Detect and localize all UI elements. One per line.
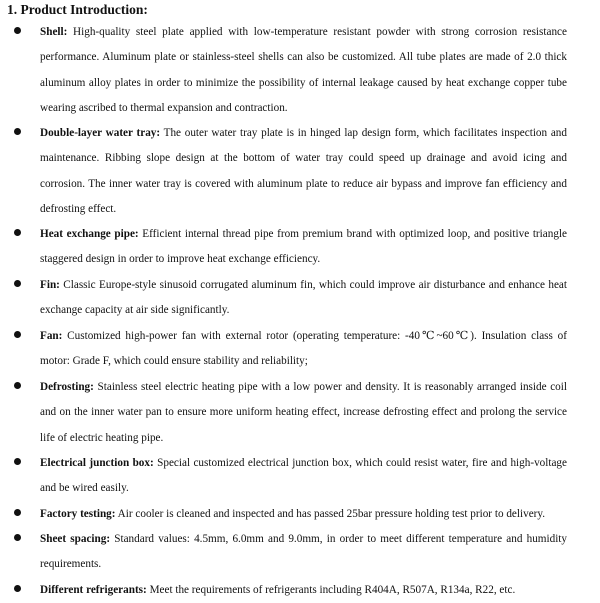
item-text: High-quality steel plate applied with low-temperature resistant powder with strong corrosion resistance performance. Aluminum plate or stainless-steel shells can also be customized. All tube plates are made of 2.0 thick aluminum alloy plates in order to minimize the possibility of internal leakage caused by heat exchange copper tube wearing ascribed to thermal expansion and contraction.	[40, 26, 567, 115]
item-label: Double-layer water tray:	[40, 127, 161, 139]
bullet-icon	[14, 534, 21, 541]
item-label: Electrical junction box:	[40, 457, 154, 469]
item-paragraph	[40, 451, 567, 502]
item-label: Heat exchange pipe:	[40, 228, 139, 240]
item-text: The outer water tray plate is in hinged lap design form, which facilitates inspection and maintenance. Ribbing slope design at the bottom of water tray could speed up drainage and avoid icing and corrosion. The inner water tray is covered with aluminum plate to reduce air bypass and improve fan efficiency and defrosting effect.	[40, 127, 567, 216]
item-text: Stainless steel electric heating pipe with a low power and density. It is reasonably arranged inside coil and on the inner water pan to ensure more uniform heating effect, increase defrosting effect and prolong the service life of electric heating pipe.	[40, 381, 567, 444]
bullet-icon	[14, 280, 21, 287]
item-label: Factory testing:	[40, 508, 116, 520]
item-text: Efficient internal thread pipe from premium brand with optimized loop, and positive triangle staggered design in order to improve heat exchange efficiency.	[40, 228, 567, 266]
item-text: Air cooler is cleaned and inspected and has passed 25bar pressure holding test prior to delivery.	[115, 508, 546, 520]
item-text: Special customized electrical junction box, which could resist water, fire and high-voltage and be wired easily.	[40, 457, 567, 495]
item-text: Classic Europe-style sinusoid corrugated aluminum fin, which could improve air disturbance and enhance heat exchange capacity at air side significantly.	[40, 279, 567, 317]
item-label: Fin:	[40, 279, 60, 291]
item-text: Standard values: 4.5mm, 6.0mm and 9.0mm, in order to meet different temperature and humidity requirements.	[40, 533, 568, 571]
item-text: Customized high-power fan with external rotor (operating temperature: -40℃~60℃). Insulation class of motor: Grade F, which could ensure stability and reliability;	[40, 330, 567, 368]
bullet-icon	[14, 331, 21, 338]
item-label: Defrosting:	[40, 381, 94, 393]
item-paragraph	[40, 502, 567, 527]
item-text: Meet the requirements of refrigerants including R404A, R507A, R134a, R22, etc.	[146, 584, 516, 596]
bullet-icon	[14, 128, 21, 135]
section-heading: 1. Product Introduction:	[7, 2, 148, 17]
bullet-icon	[14, 585, 21, 592]
item-paragraph	[40, 375, 567, 451]
bullet-icon	[14, 382, 21, 389]
item-paragraph	[40, 578, 567, 603]
item-label: Shell:	[40, 26, 68, 38]
bullet-icon	[14, 27, 21, 34]
item-paragraph	[40, 273, 567, 324]
item-paragraph	[40, 324, 567, 375]
item-paragraph	[40, 222, 567, 273]
item-paragraph	[40, 121, 567, 223]
item-label: Different refrigerants:	[40, 584, 147, 596]
item-paragraph	[40, 527, 567, 578]
item-paragraph	[40, 20, 567, 122]
bullet-icon	[14, 509, 21, 516]
item-label: Fan:	[40, 330, 63, 342]
bullet-icon	[14, 229, 21, 236]
item-label: Sheet spacing:	[40, 533, 111, 545]
bullet-icon	[14, 458, 21, 465]
